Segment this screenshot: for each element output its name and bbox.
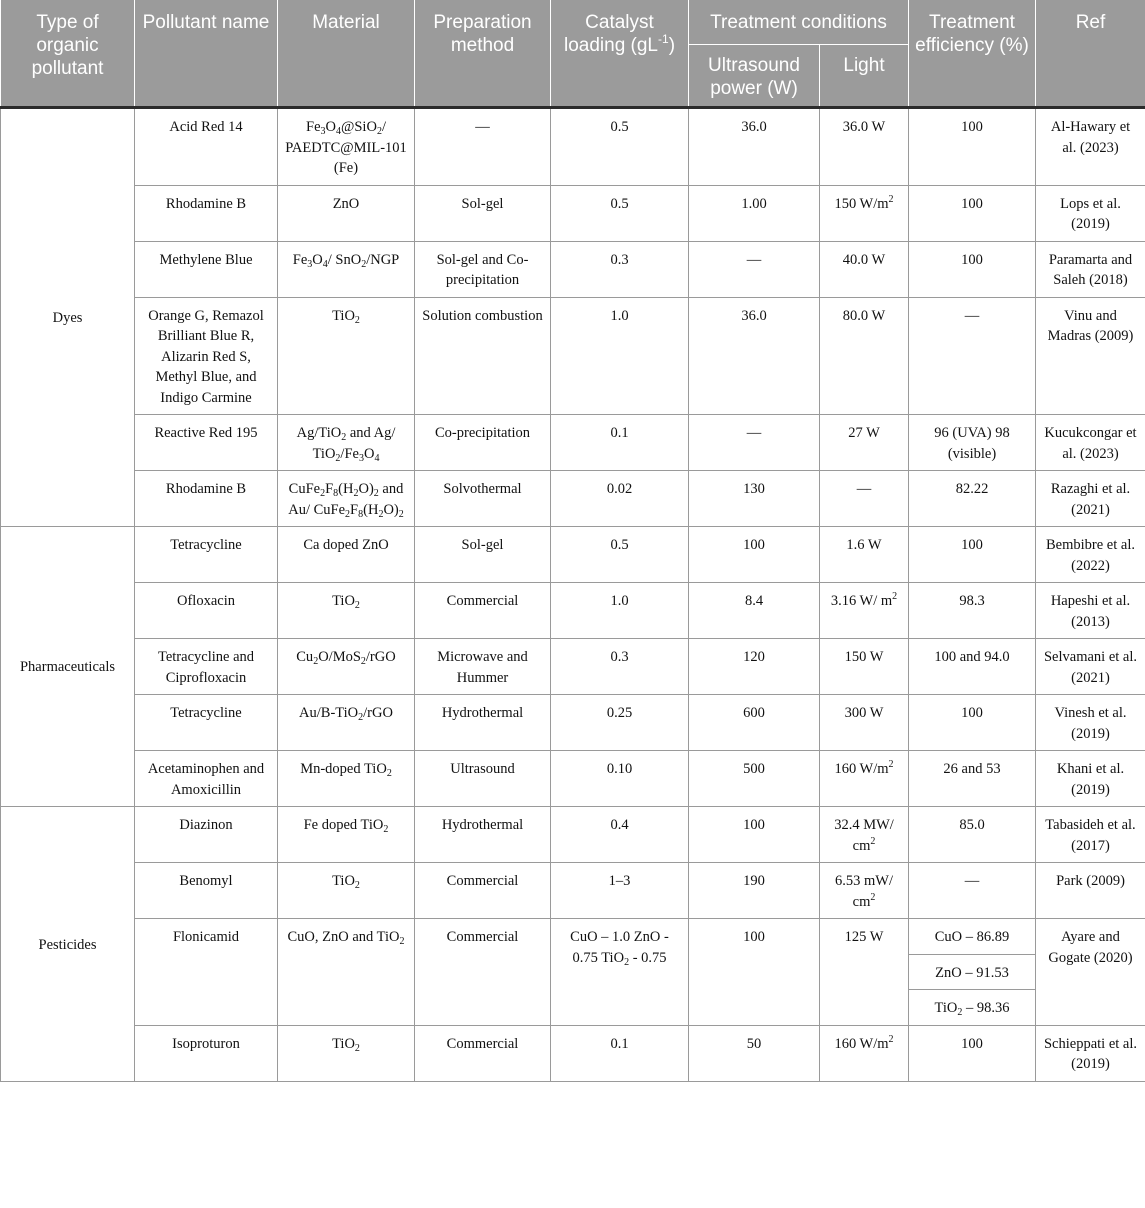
header-ultrasound: Ultrasound power (W) [689, 45, 820, 108]
prep-cell: Hydrothermal [415, 695, 551, 751]
ref-cell: Schieppati et al. (2019) [1036, 1025, 1145, 1081]
header-treatment-conditions: Treatment conditions [689, 0, 909, 45]
efficiency-cell: 100 [909, 1025, 1036, 1081]
material-cell: Au/B-TiO$_2$/rGO [278, 695, 415, 751]
efficiency-cell: 100 and 94.0 [909, 639, 1036, 695]
light-cell: 36.0 W [820, 108, 909, 186]
light-cell: — [820, 471, 909, 527]
prep-cell: Commercial [415, 919, 551, 1026]
table-row [1, 583, 1145, 639]
efficiency-cell: 96 (UVA) 98 (visible) [909, 415, 1036, 471]
ultrasound-cell: 36.0 [689, 108, 820, 186]
table-row [1, 471, 1145, 527]
pollutant-cell: Benomyl [135, 863, 278, 919]
material-cell: CuO, ZnO and TiO$_2$ [278, 919, 415, 1026]
ultrasound-cell: — [689, 415, 820, 471]
efficiency-cell: 82.22 [909, 471, 1036, 527]
efficiency-cell: CuO – 86.89 [909, 919, 1036, 955]
ref-cell: Park (2009) [1036, 863, 1145, 919]
efficiency-cell: — [909, 863, 1036, 919]
pollutant-cell: Orange G, Remazol Brilliant Blue R, Alizarin Red S, Methyl Blue, and Indigo Carmine [135, 297, 278, 415]
header-light: Light [820, 45, 909, 108]
light-cell: 150 W [820, 639, 909, 695]
light-cell: 125 W [820, 919, 909, 1026]
ref-cell: Paramarta and Saleh (2018) [1036, 241, 1145, 297]
light-cell: 6.53 mW/ $cm^2$ [820, 863, 909, 919]
prep-cell: Commercial [415, 583, 551, 639]
material-cell: TiO$_2$ [278, 1025, 415, 1081]
efficiency-cell: 100 [909, 527, 1036, 583]
header-pollutant: Pollutant name [135, 0, 278, 108]
light-cell: 40.0 W [820, 241, 909, 297]
pollutant-cell: Ofloxacin [135, 583, 278, 639]
material-cell: $CuFe_2F_8(H_2O)_2$ and Au/ $CuFe_2F_8(H_2O)_2$ [278, 471, 415, 527]
efficiency-cell: 98.3 [909, 583, 1036, 639]
efficiency-cell: TiO$_2$ – 98.36 [909, 990, 1036, 1026]
catalyst-cell: 1–3 [551, 863, 689, 919]
ultrasound-cell: 100 [689, 527, 820, 583]
ref-cell: Selvamani et al. (2021) [1036, 639, 1145, 695]
ultrasound-cell: 120 [689, 639, 820, 695]
category-dyes: Dyes [1, 108, 135, 527]
pollutant-cell: Flonicamid [135, 919, 278, 1026]
efficiency-cell: 26 and 53 [909, 751, 1036, 807]
ref-cell: Kucukcongar et al. (2023) [1036, 415, 1145, 471]
ultrasound-cell: 1.00 [689, 185, 820, 241]
efficiency-cell: 85.0 [909, 807, 1036, 863]
prep-cell: Sol-gel [415, 185, 551, 241]
ref-cell: Tabasideh et al. (2017) [1036, 807, 1145, 863]
prep-cell: Ultrasound [415, 751, 551, 807]
pollutant-cell: Rhodamine B [135, 471, 278, 527]
material-cell: $Fe_3O_4@SiO_2/$ PAEDTC@MIL-101 (Fe) [278, 108, 415, 186]
prep-cell: Commercial [415, 863, 551, 919]
table-row [1, 241, 1145, 297]
catalyst-cell: 0.1 [551, 415, 689, 471]
material-cell: Mn-doped TiO$_2$ [278, 751, 415, 807]
ref-cell: Bembibre et al. (2022) [1036, 527, 1145, 583]
pollutant-cell: Methylene Blue [135, 241, 278, 297]
header-catalyst: Catalyst loading $(gL^{-1})$ [551, 0, 689, 108]
header-efficiency: Treatment efficiency (%) [909, 0, 1036, 108]
ref-cell: Ayare and Gogate (2020) [1036, 919, 1145, 1026]
light-cell: 150 $W/m^2$ [820, 185, 909, 241]
pollutant-cell: Diazinon [135, 807, 278, 863]
efficiency-cell: ZnO – 91.53 [909, 954, 1036, 990]
header-material: Material [278, 0, 415, 108]
table-row [1, 751, 1145, 807]
table-row [1, 297, 1145, 415]
ref-cell: Vinu and Madras (2009) [1036, 297, 1145, 415]
catalyst-cell: CuO – 1.0 ZnO - 0.75 TiO$_2$ - 0.75 [551, 919, 689, 1026]
header-preparation: Preparation method [415, 0, 551, 108]
category-pharmaceuticals: Pharmaceuticals [1, 527, 135, 807]
ref-cell: Vinesh et al. (2019) [1036, 695, 1145, 751]
catalyst-cell: 1.0 [551, 583, 689, 639]
material-cell: Ca doped ZnO [278, 527, 415, 583]
material-cell: ZnO [278, 185, 415, 241]
catalyst-cell: 0.1 [551, 1025, 689, 1081]
table-row [1, 639, 1145, 695]
pollutant-cell: Acetaminophen and Amoxicillin [135, 751, 278, 807]
ultrasound-cell: 8.4 [689, 583, 820, 639]
catalyst-cell: 0.3 [551, 639, 689, 695]
catalyst-cell: 0.02 [551, 471, 689, 527]
pollutant-cell: Tetracycline and Ciprofloxacin [135, 639, 278, 695]
catalyst-cell: 0.3 [551, 241, 689, 297]
ref-cell: Lops et al. (2019) [1036, 185, 1145, 241]
table-row [1, 185, 1145, 241]
efficiency-cell: 100 [909, 695, 1036, 751]
table-row [1, 807, 1145, 863]
material-cell: $Cu_2O/MoS_2$/rGO [278, 639, 415, 695]
ultrasound-cell: 100 [689, 919, 820, 1026]
light-cell: 300 W [820, 695, 909, 751]
light-cell: 80.0 W [820, 297, 909, 415]
catalyst-cell: 1.0 [551, 297, 689, 415]
material-cell: $Fe_3O_4/$ SnO$_2$/NGP [278, 241, 415, 297]
ultrasound-cell: 50 [689, 1025, 820, 1081]
pollutant-cell: Rhodamine B [135, 185, 278, 241]
pollutant-cell: Acid Red 14 [135, 108, 278, 186]
prep-cell: Hydrothermal [415, 807, 551, 863]
table-row [1, 863, 1145, 919]
table-row [1, 415, 1145, 471]
prep-cell: Co-precipitation [415, 415, 551, 471]
ultrasound-cell: — [689, 241, 820, 297]
light-cell: 27 W [820, 415, 909, 471]
material-cell: Fe doped TiO$_2$ [278, 807, 415, 863]
prep-cell: Microwave and Hummer [415, 639, 551, 695]
light-cell: 32.4 MW/ $cm^2$ [820, 807, 909, 863]
pollutant-cell: Reactive Red 195 [135, 415, 278, 471]
pollutant-cell: Tetracycline [135, 695, 278, 751]
pollutant-cell: Isoproturon [135, 1025, 278, 1081]
table-row [1, 919, 1145, 955]
catalyst-cell: 0.25 [551, 695, 689, 751]
ultrasound-cell: 130 [689, 471, 820, 527]
prep-cell: Solution combustion [415, 297, 551, 415]
prep-cell: — [415, 108, 551, 186]
header-ref: Ref [1036, 0, 1145, 108]
ultrasound-cell: 190 [689, 863, 820, 919]
light-cell: 160 $W/m^2$ [820, 751, 909, 807]
ultrasound-cell: 500 [689, 751, 820, 807]
ref-cell: Al-Hawary et al. (2023) [1036, 108, 1145, 186]
light-cell: 3.16 W/ $m^2$ [820, 583, 909, 639]
efficiency-cell: — [909, 297, 1036, 415]
header-type: Type of organic pollutant [1, 0, 135, 108]
pollutant-cell: Tetracycline [135, 527, 278, 583]
light-cell: 160 $W/m^2$ [820, 1025, 909, 1081]
material-cell: Ag/TiO$_2$ and Ag/ $TiO_2/Fe_3O_4$ [278, 415, 415, 471]
ultrasound-cell: 100 [689, 807, 820, 863]
catalyst-cell: 0.10 [551, 751, 689, 807]
table-row [1, 527, 1145, 583]
ref-cell: Hapeshi et al. (2013) [1036, 583, 1145, 639]
prep-cell: Sol-gel [415, 527, 551, 583]
category-pesticides: Pesticides [1, 807, 135, 1082]
efficiency-cell: 100 [909, 185, 1036, 241]
prep-cell: Commercial [415, 1025, 551, 1081]
efficiency-cell: 100 [909, 241, 1036, 297]
catalyst-cell: 0.5 [551, 527, 689, 583]
table-row [1, 108, 1145, 186]
ref-cell: Razaghi et al. (2021) [1036, 471, 1145, 527]
prep-cell: Sol-gel and Co-precipitation [415, 241, 551, 297]
prep-cell: Solvothermal [415, 471, 551, 527]
material-cell: TiO$_2$ [278, 583, 415, 639]
catalyst-cell: 0.5 [551, 108, 689, 186]
catalyst-cell: 0.5 [551, 185, 689, 241]
table-row [1, 695, 1145, 751]
ultrasound-cell: 36.0 [689, 297, 820, 415]
light-cell: 1.6 W [820, 527, 909, 583]
ref-cell: Khani et al. (2019) [1036, 751, 1145, 807]
catalyst-cell: 0.4 [551, 807, 689, 863]
efficiency-cell: 100 [909, 108, 1036, 186]
ultrasound-cell: 600 [689, 695, 820, 751]
material-cell: TiO$_2$ [278, 863, 415, 919]
material-cell: TiO$_2$ [278, 297, 415, 415]
table-row [1, 1025, 1145, 1081]
